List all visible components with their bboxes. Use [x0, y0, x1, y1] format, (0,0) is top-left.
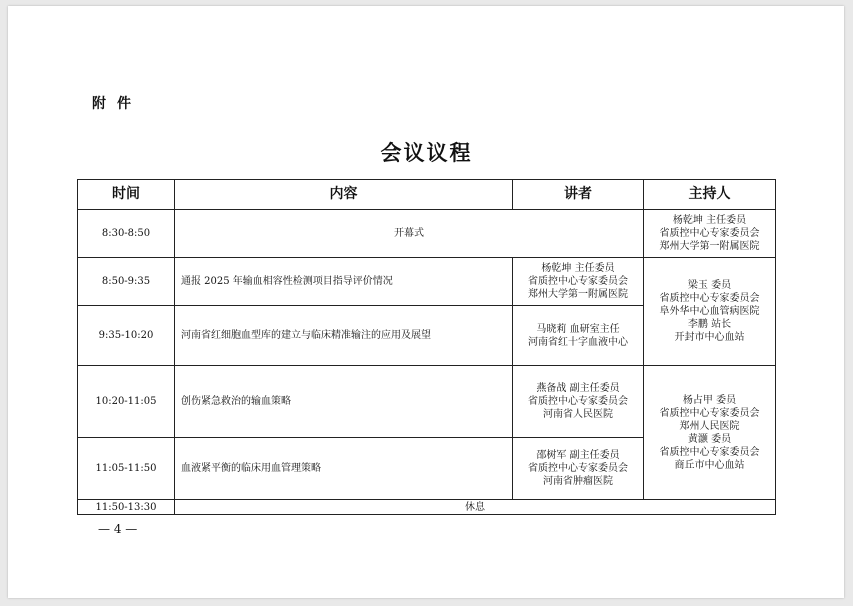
time-cell: 8:30-8:50 — [78, 210, 175, 258]
header-host: 主持人 — [644, 180, 776, 210]
time-cell: 8:50-9:35 — [78, 258, 175, 306]
table-row — [78, 210, 776, 258]
table-header-row — [78, 180, 776, 210]
content-cell: 创伤紧急救治的输血策略 — [175, 366, 513, 438]
time-cell: 10:20-11:05 — [78, 366, 175, 438]
host-cell: 杨占甲 委员 省质控中心专家委员会 郑州人民医院 黄灏 委员 省质控中心专家委员会 商丘市中心血站 — [644, 366, 776, 500]
host-cell: 梁玉 委员 省质控中心专家委员会 阜外华中心血管病医院 李鹏 站长 开封市中心血站 — [644, 258, 776, 366]
content-cell: 河南省红细胞血型库的建立与临床精准输注的应用及展望 — [175, 306, 513, 366]
content-cell: 通报 2025 年输血相容性检测项目指导评价情况 — [175, 258, 513, 306]
page-title: 会议议程 — [380, 141, 473, 165]
page-number: — 4 — — [98, 522, 138, 536]
speaker-cell: 邵树军 副主任委员 省质控中心专家委员会 河南省肿瘤医院 — [513, 438, 644, 500]
table-row — [78, 258, 776, 306]
time-cell: 11:05-11:50 — [78, 438, 175, 500]
table-row — [78, 366, 776, 438]
agenda-table — [77, 179, 776, 515]
header-time: 时间 — [78, 180, 175, 210]
speaker-cell: 杨乾坤 主任委员 省质控中心专家委员会 郑州大学第一附属医院 — [513, 258, 644, 306]
header-content: 内容 — [175, 180, 513, 210]
content-cell: 血液紧平衡的临床用血管理策略 — [175, 438, 513, 500]
time-cell: 9:35-10:20 — [78, 306, 175, 366]
table-row — [78, 500, 776, 515]
time-cell: 11:50-13:30 — [78, 500, 175, 515]
host-cell: 杨乾坤 主任委员 省质控中心专家委员会 郑州大学第一附属医院 — [644, 210, 776, 258]
content-cell: 开幕式 — [175, 210, 644, 258]
header-speaker: 讲者 — [513, 180, 644, 210]
speaker-cell: 燕备战 副主任委员 省质控中心专家委员会 河南省人民医院 — [513, 366, 644, 438]
content-cell: 休息 — [175, 500, 776, 515]
attachment-label: 附件 — [92, 96, 142, 112]
speaker-cell: 马晓莉 血研室主任 河南省红十字血液中心 — [513, 306, 644, 366]
